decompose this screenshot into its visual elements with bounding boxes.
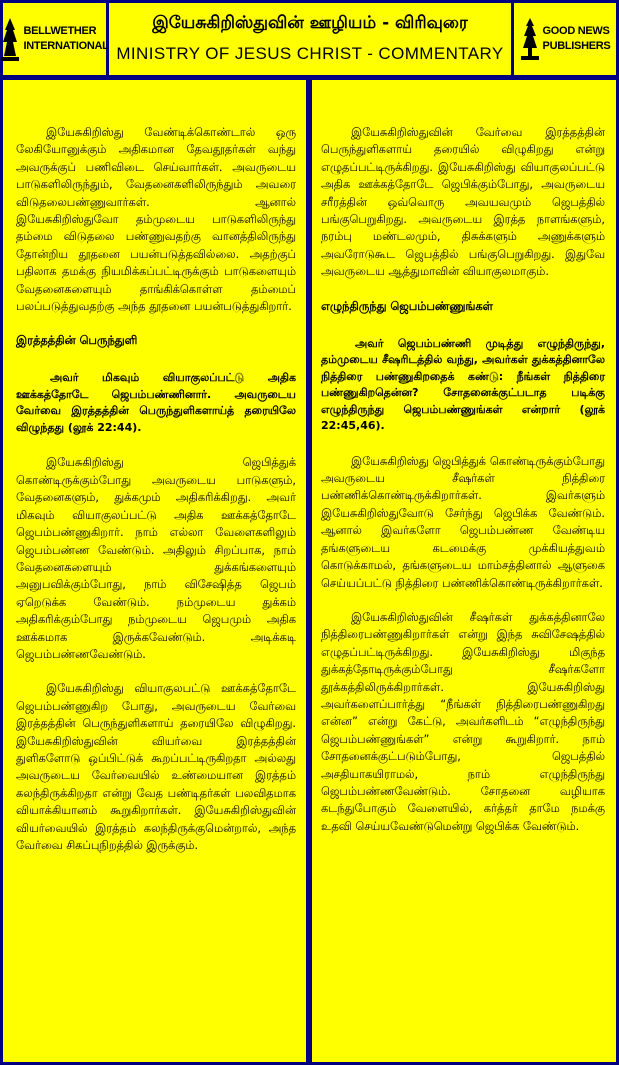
page-header xyxy=(109,3,511,75)
good-news-logo-text xyxy=(543,24,611,54)
scripture-verse: அவர் மிகவும் வியாகுலப்பட்டு அதிக ஊக்கத்தோடே ஜெபம்பண்ணினார். அவருடைய வேர்வை இரத்தத்தின் பெருந்துளிகளாய்த் தரையிலே விழுந்தது (லூக் 22:44). xyxy=(16,371,296,434)
logo-line2: INTERNATIONAL xyxy=(23,40,109,52)
section-heading: எழுந்திருந்து ஜெபம்பண்ணுங்கள் xyxy=(321,298,493,313)
logo-line2: PUBLISHERS xyxy=(542,40,611,52)
logo-line1: GOOD NEWS xyxy=(542,25,610,37)
good-news-logo xyxy=(514,3,616,75)
paragraph: இயேசுகிறிஸ்துவின் வேர்வை இரத்தத்தின் பெருந்துளிகளாய் தரையில் விழுகிறது என்று எழுதப்பட்டிருக்கிறது. இயேசுகிறிஸ்து வியாகுலப்பட்டு அதிக ஊக்கத்தோடே ஜெபிக்கும்போது, அவருடைய சரீரத்தின் ஒவ்வொரு அவயவமும் ஜெபத்தில் பங்குபெறுகிறது. அவருடைய இரத்த நாளங்களும், நரம்பு மண்டலமும், திசுக்களும் அணுக்களும் அவரோடுகூட ஜெபத்தில் பங்குபெறுகிறது. இதுவே அவருடைய ஆத்துமாவின் வியாகுலமாகும். xyxy=(321,125,605,279)
paragraph: இயேசுகிறிஸ்து வியாகுலபட்டு ஊக்கத்தோடே ஜெபம்பண்ணுகிற போது, அவருடைய வேர்வை இரத்தத்தின் பெருந்துளிகளாய் தரையிலே விழுகிறது. இயேசுகிறிஸ்துவின் வியர்வை இரத்தத்தின் துளிகளோடு ஒப்பிட்டுக் கூறப்பட்டிருகிறதா அல்லது அவருடைய வேர்வையில் உண்மையான இரத்தம் கலந்திருக்கிறதா என்று வேத பண்டிதர்கள் பலவிதமாக வியாக்கியானம் கூறுகிறார்கள். இயேசுகிறிஸ்துவின் வியர்வையில் இரத்தம் கலந்திருக்குமென்றால், அந்த வேர்வை சிகப்புநிறத்தில் இருக்கும். xyxy=(16,681,296,852)
bellwether-logo xyxy=(3,3,109,75)
bellwether-logo-text xyxy=(23,24,108,54)
bellwether-emblem-icon xyxy=(0,16,20,62)
right-column xyxy=(312,80,616,1062)
logo-line1: BELLWETHER xyxy=(23,25,97,37)
good-news-emblem-icon xyxy=(520,16,540,62)
scripture-verse: அவர் ஜெபம்பண்ணி முடித்து எழுந்திருந்து, தம்முடைய சீஷரிடத்தில் வந்து, அவர்கள் துக்கத்தினாலே நித்திரை பண்ணுகிறதைக் கண்டு: நீங்கள் நித்திரை பண்ணுகிறதென்ன? சோதனைக்குட்படாத படிக்கு எழுந்திருந்து ஜெபம்பண்ணுங்கள் என்றார் (லூக் 22:45,46). xyxy=(321,336,605,433)
left-column xyxy=(3,80,306,1062)
page-title-tamil: இயேசுகிறிஸ்துவின் ஊழியம் - விரிவுரை xyxy=(152,13,468,33)
paragraph: இயேசுகிறிஸ்து ஜெபித்துக் கொண்டிருக்கும்போது அவருடைய சீஷர்கள் நித்திரை பண்ணிக்கொண்டிருக்கிறார்கள். இவர்களும் இயேசுகிறிஸ்துவோடு சேர்ந்து ஜெபிக்க வேண்டும். ஆனால் இவர்களோ ஜெபம்பண்ண வேண்டிய தங்களுடைய கடமைக்கு முக்கியத்துவம் கொடுக்காமல், தங்களுடைய மாம்சத்தினால் ஆளுகை செய்யப்பட்டு நித்திரை பண்ணிக்கொண்டிருக்கிறார்கள். xyxy=(321,453,605,590)
section-heading: இரத்தத்தின் பெருந்துளி xyxy=(16,333,138,348)
page-title-english: MINISTRY OF JESUS CHRIST - COMMENTARY xyxy=(116,44,504,63)
paragraph: இயேசுகிறிஸ்து வேண்டிக்கொண்டால் ஒரு லேகியோனுக்கும் அதிகமான தேவதூதர்கள் வந்து அவருக்குப் பணிவிடை செய்வார்கள். அவருடைய பாடுகளிலிருந்தும், வேதனைகளிலிருந்தும் அவரை விடுதலைபண்ணுவார்கள். ஆனால் இயேசுகிறிஸ்துவோ தம்முடைய பாடுகளிலிருந்து தம்மை விடுதலை பண்ணுவதற்கு வானத்திலிருந்து தோன்றிய தூதனை பயன்படுத்தவில்லை. அதற்குப் பதிலாக தமக்கு நியமிக்கப்பட்டிருக்கும் பாடுகளையும் வேதனைகளையும் தாங்கிக்கொள்ள தம்மைப் பலப்படுத்துவதற்கு அந்த தூதனை பயன்படுத்துகிறார். xyxy=(16,125,296,314)
paragraph: இயேசுகிறிஸ்துவின் சீஷர்கள் துக்கத்தினாலே நித்திரைபண்ணுகிறார்கள் என்று இந்த சுவிசேஷத்தில் எழுதப்பட்டிருக்கிறது. இயேசுகிறிஸ்து மிகுந்த துக்கத்தோடிருக்கும்போது சீஷர்களோ தூக்கத்திலிருக்கிறார்கள். இயேசுகிறிஸ்து அவர்களைப்பார்த்து “நீங்கள் நித்திரைபண்ணுகிறது என்ன” என்று கேட்டு, அவர்களிடம் “எழுந்திருந்து ஜெபம்பண்ணுங்கள்” என்று கூறுகிறார். நாம் சோதனைக்குட்படும்போது, ஜெபத்தில் அசதியாகயிராமல், நாம் எழுந்திருந்து ஜெபம்பண்ணவேண்டும். சோதனை வழியாக கடந்துபோகும் வேளையில், கர்த்தர் தாமே நமக்கு உதவி செய்யவேண்டுமென்று ஜெபிக்க வேண்டும். xyxy=(321,609,605,833)
paragraph: இயேசுகிறிஸ்து ஜெபித்துக் கொண்டிருக்கும்போது அவருடைய பாடுகளும், வேதனைகளும், துக்கமும் அதிகரிக்கிறது. அவர் மிகவும் வியாகுலப்பட்டு அதிக ஊக்கத்தோடே ஜெபம்பண்ணுகிறார். நாம் எல்லா வேளைகளிலும் ஜெபம்பண்ண வேண்டும். அதிலும் சிறப்பாக, நாம் வேதனைகளையும் துக்கங்களையும் அனுபவிக்கும்போது, நாம் விசேஷித்த ஜெபம் ஏறெடுக்க வேண்டும். நம்முடைய துக்கம் அதிகரிக்கும்போது நம்முடைய ஜெபமும் அதிக ஊக்கமாக இருக்கவேண்டும். அடிக்கடி ஜெபம்பண்ணவேண்டும். xyxy=(16,455,296,661)
